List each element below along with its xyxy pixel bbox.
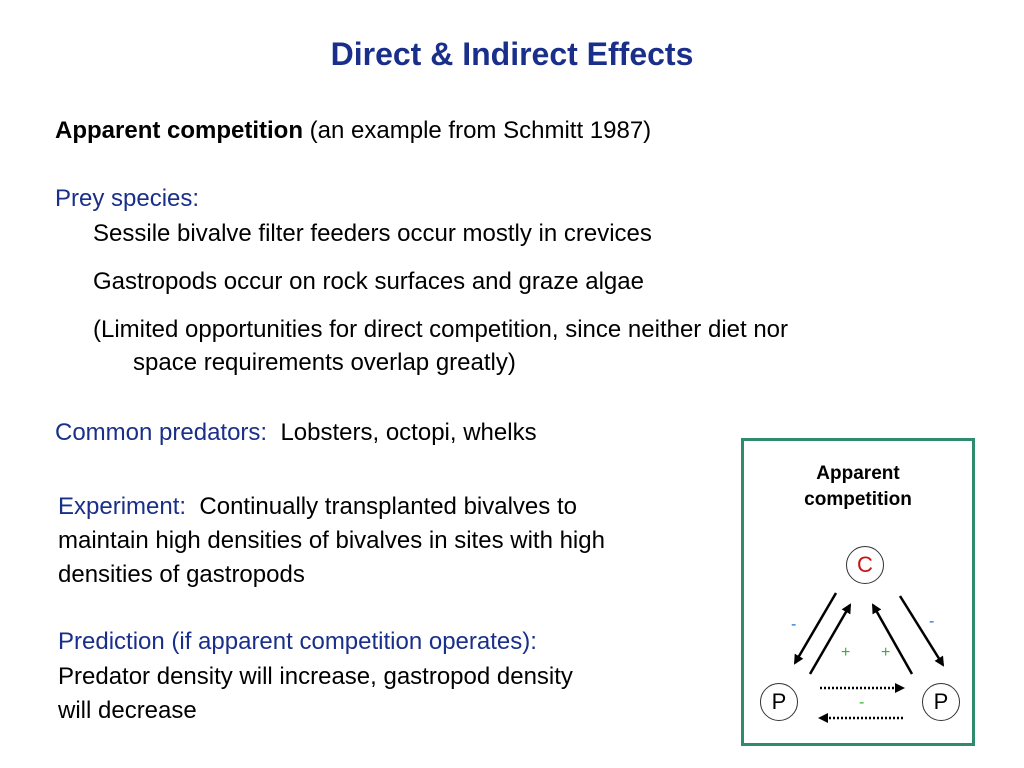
experiment-line-3: densities of gastropods — [58, 561, 305, 588]
sign-left-plus: + — [841, 644, 851, 661]
prediction-line-1: Predator density will increase, gastropod density — [58, 663, 573, 690]
prediction-line-2: will decrease — [58, 697, 197, 724]
prey-line-2: Gastropods occur on rock surfaces and graze algae — [93, 268, 644, 295]
prediction-label: Prediction (if apparent competition operates): — [58, 628, 537, 655]
apparent-competition-diagram — [741, 438, 975, 746]
arrow-right-p-to-c — [873, 605, 912, 674]
heading-line — [55, 117, 651, 145]
diagram-title-line-1: Apparent — [816, 463, 900, 484]
experiment-label: Experiment: — [58, 493, 187, 520]
sign-right-minus: - — [929, 613, 935, 630]
heading-bold: Apparent competition — [55, 117, 304, 144]
experiment-text-1: Continually transplanted bivalves to — [199, 493, 577, 520]
prey-line-3a: (Limited opportunities for direct competition, since neither diet nor — [93, 316, 789, 343]
diagram-title-line-2: competition — [804, 489, 912, 510]
prey-line-1: Sessile bivalve filter feeders occur mostly in crevices — [93, 220, 652, 247]
predators-label: Common predators: — [55, 419, 268, 446]
predator-node: C — [846, 546, 884, 584]
prey-node-left: P — [760, 683, 798, 721]
slide-title: Direct & Indirect Effects — [330, 36, 694, 72]
predators-line — [55, 419, 537, 447]
prey-node-right: P — [922, 683, 960, 721]
heading-rest: (an example from Schmitt 1987) — [303, 117, 652, 144]
sign-bottom-minus: - — [859, 694, 865, 711]
arrow-left-p-to-c — [810, 605, 850, 674]
arrow-c-to-right-p — [900, 596, 943, 665]
experiment-line-1 — [58, 493, 577, 521]
arrow-c-to-left-p — [795, 593, 836, 663]
prey-line-3b: space requirements overlap greatly) — [133, 349, 516, 376]
prey-label: Prey species: — [55, 185, 200, 212]
predators-text: Lobsters, octopi, whelks — [280, 419, 537, 446]
experiment-line-2: maintain high densities of bivalves in sites with high — [58, 527, 605, 554]
sign-left-minus: - — [791, 616, 797, 633]
sign-right-plus: + — [881, 644, 891, 661]
